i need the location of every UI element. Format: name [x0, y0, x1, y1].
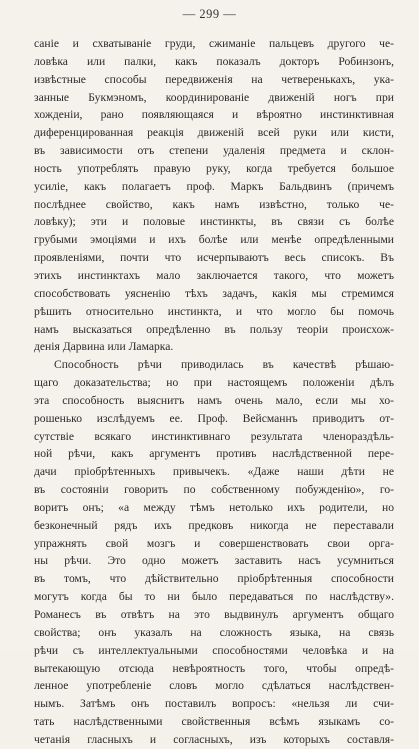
text-line: грубыми эмоціями и ихъ болѣе или менѣе опредѣленными — [34, 233, 394, 247]
text-line: ной рѣчи, какъ аргументъ противъ наслѣдственной пере- — [34, 447, 394, 461]
text-line: упражнять свой мозгъ и совершенствовать свои орга- — [34, 536, 394, 550]
text-line: ность употреблять правую руку, когда требуется большое — [34, 161, 394, 175]
paragraph-last-line: денія Дарвина или Ламарка. — [34, 340, 174, 354]
text-line: тать наслѣдственными свойственныя всѣмъ языкамъ со- — [34, 715, 394, 729]
text-line: хожденіи, рано появляющаяся и вѣроятно инстинктивная — [34, 108, 394, 122]
text-line: занные Букмэномъ, координированіе движеній ногъ при — [34, 90, 394, 104]
text-line: щаго доказательства; но при настоящемъ положеніи дѣлъ — [34, 376, 394, 390]
text-line: послѣднее свойство, какъ намъ извѣстно, только че- — [34, 197, 394, 211]
text-line: ловѣка или палки, какъ показалъ докторъ Робинзонъ, — [34, 54, 394, 68]
text-line: ны рѣчи. Это одно можетъ заставить насъ усумниться — [34, 554, 394, 568]
text-line: нымъ. Затѣмъ онъ поставилъ вопросъ: «нельзя ли счи- — [34, 697, 394, 711]
text-line: способствовать уясненію тѣхъ задачъ, какія мы стремимся — [34, 286, 394, 300]
text-line: этихъ инстинктахъ мало заключается такого, что можетъ — [34, 268, 394, 282]
text-line: ловѣку); эти и половые инстинкты, въ связи съ болѣе — [34, 215, 394, 229]
text-line: въ зависимости отъ степени удаленія предмета и склон- — [34, 144, 394, 158]
text-line: безконечный рядъ ихъ предковъ никогда не переставали — [34, 518, 394, 532]
text-line: сутствіе всякаго инстинктивнаго результата членораздѣль- — [34, 429, 394, 443]
page-number: — 299 — — [182, 7, 237, 21]
text-line: рѣшить относительно инстинкта, и что могло бы помочь — [34, 304, 394, 318]
text-line: могутъ когда бы то ни было передаваться по наслѣдству». — [34, 590, 394, 604]
text-line: четанія гласныхъ и согласныхъ, изъ которыхъ составля- — [34, 732, 394, 746]
text-line: воритъ онъ; «а между тѣмъ нетолько ихъ родители, но — [34, 500, 394, 514]
text-line: дачи пріобрѣтенныхъ привычекъ. «Даже наши дѣти не — [34, 465, 394, 479]
text-line: рѣчи съ интеллектуальными способностями человѣка и на — [34, 643, 394, 657]
text-line: усиліе, какъ полагаетъ проф. Маркъ Бальдвинъ (причемъ — [34, 179, 394, 193]
text-line: въ состояніи говорить по собственному побужденію», го- — [34, 483, 394, 497]
text-line: рошенько изслѣдуемъ ее. Проф. Вейсманнъ приводитъ от- — [34, 411, 394, 425]
text-line: въ томъ, что дѣйствительно пріобрѣтенныя способности — [34, 572, 394, 586]
text-line: диференцированная реакція движеній всей руки или кисти, — [34, 126, 394, 140]
text-line: свойства; онъ указалъ на сложность языка, на связь — [34, 625, 394, 639]
text-line: ленное употребленіе словъ могло сдѣлаться наслѣдствен- — [34, 679, 394, 693]
text-line: саніе и схватываніе груди, сжиманіе пальцевъ другого че- — [34, 37, 394, 50]
text-line: намъ высказаться опредѣленно въ пользу теоріи происхож- — [34, 322, 394, 336]
text-line: эта способность выяснитъ намъ очень мало, если мы хо- — [34, 393, 394, 407]
text-line: извѣстные способы передвиженія на четверенькахъ, ука- — [34, 72, 394, 86]
text-line: проявленіями, почти что исчерпываютъ весь списокъ. Въ — [34, 251, 394, 265]
text-line: Романесъ въ отвѣтъ на это выдвинулъ аргументъ общаго — [34, 608, 394, 621]
body-text — [34, 35, 394, 749]
paragraph-first-line: Способность рѣчи приводилась въ качествѣ рѣшаю- — [54, 358, 394, 372]
text-line: вытекающую отсюда невѣроятность того, чтобы опредѣ- — [34, 661, 394, 675]
